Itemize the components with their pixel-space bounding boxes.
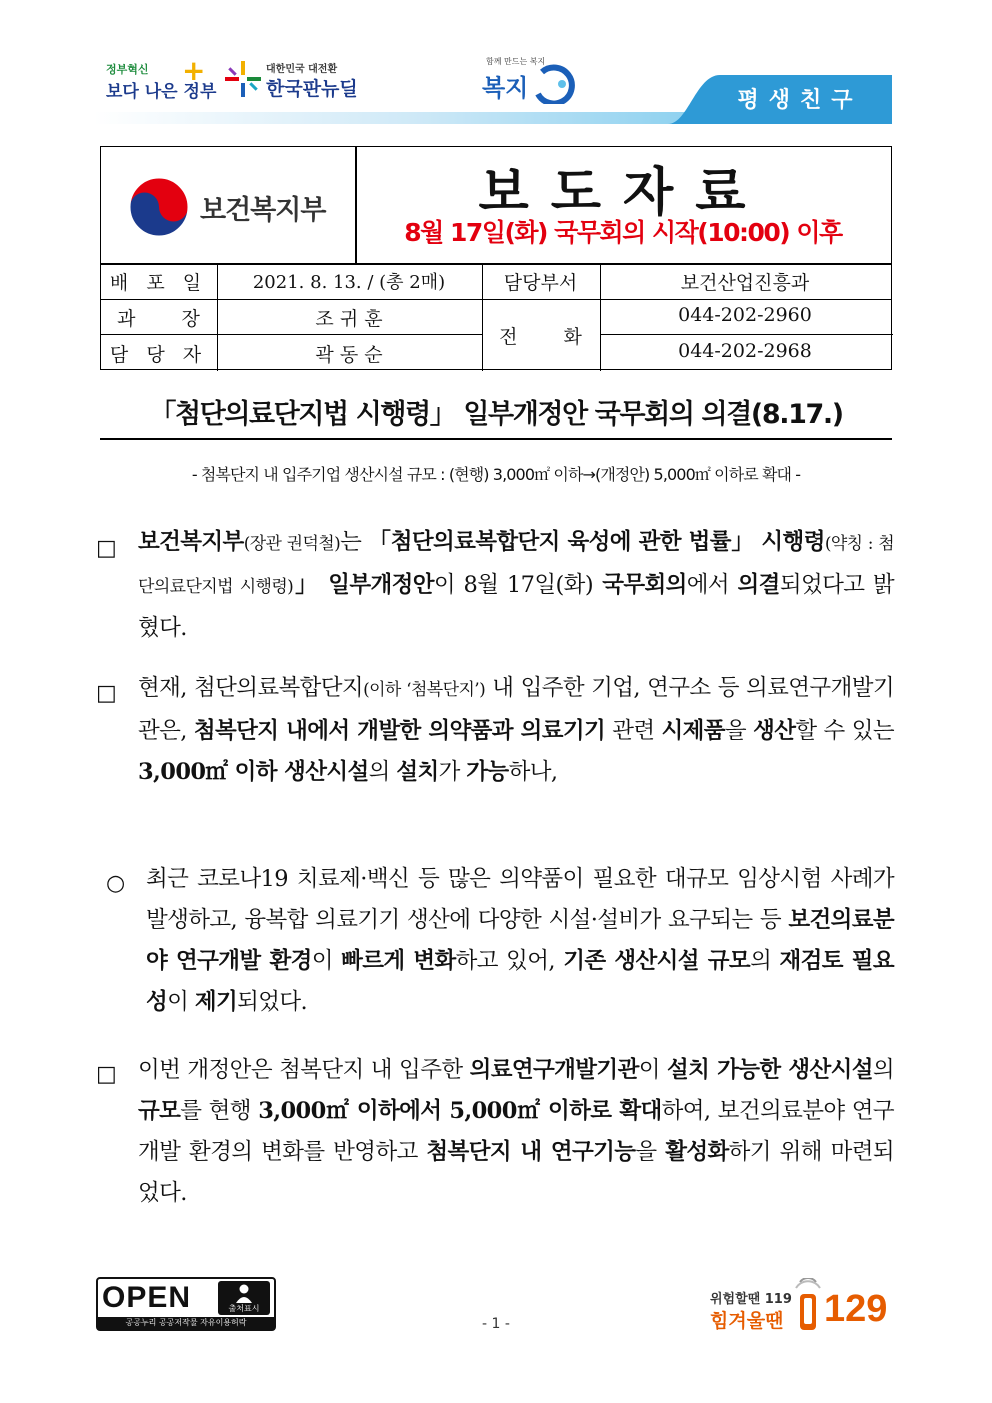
square-bullet-icon: □ — [96, 681, 117, 706]
p1-bold: 국무회의 — [593, 572, 687, 598]
p1-text: (장관 권덕철) — [243, 534, 341, 554]
p1-text: 이 8월 17일 — [433, 572, 556, 598]
p3-bold: 보건의료분야 연구개발 환경 — [146, 907, 894, 974]
govt-logo-text: 보다 나은 정부 — [106, 82, 217, 102]
ministry-name: 보건복지부 — [200, 195, 326, 226]
p3-bold: 제기 — [194, 989, 238, 1015]
p2-text: 의 — [368, 759, 397, 785]
p2-text: 관련 — [605, 718, 662, 744]
p1-bold: 보건복지부 — [138, 529, 244, 555]
p1-text: (화) — [555, 572, 593, 598]
paragraph-4 — [138, 1050, 894, 1214]
chief-name: 조 귀 훈 — [315, 308, 383, 330]
p2-text: 하나, — [508, 759, 558, 785]
department-label: 담당부서 — [503, 272, 578, 294]
square-bullet-icon: □ — [96, 536, 117, 561]
p1-text: 되었다고 밝혔다. — [138, 572, 895, 641]
p3-bold: 재검토 필요성 — [146, 948, 895, 1015]
hotline-number: 129 — [824, 1288, 888, 1330]
headline: 「첨단의료단지법 시행령」 일부개정안 국무회의 의결(8.17.) — [149, 399, 843, 430]
plus-icon: + — [182, 54, 206, 87]
p2-text: 내 입주한 기업, 연구소 등 의료연구개발기관은, — [138, 675, 894, 744]
staff-phone: 044-202-2968 — [678, 340, 812, 362]
staff-label: 담 당 자 — [109, 344, 208, 366]
p2-text: 할 수 있는 — [795, 718, 894, 744]
p4-bold: 규모 — [138, 1098, 181, 1124]
p4-bold: 설치 가능한 생산시설 — [667, 1057, 873, 1083]
p4-text: 하여, 보건의료분야 연구개발 환경의 변화를 반영하고 — [138, 1098, 895, 1165]
circle-bullet-icon: ○ — [106, 871, 126, 896]
p1-text: (약칭 : 첨단의료단지법 시행령) — [138, 534, 895, 597]
p2-text: (이하 ‘첨복단지’) — [363, 680, 486, 700]
staff-name: 곽 동 순 — [315, 344, 383, 366]
new-deal-text: 한국판뉴딜 — [266, 78, 358, 100]
p4-bold: 의료연구개발기관 — [469, 1057, 639, 1083]
p4-bold: 첨복단지 내 연구기능 — [426, 1139, 636, 1165]
p4-text: 이번 개정안은 첨복단지 내 입주한 — [138, 1057, 470, 1083]
open-license-text: OPEN — [102, 1281, 192, 1314]
page-number: - 1 - — [482, 1316, 510, 1332]
headline-underline — [100, 438, 892, 440]
chief-label: 과 장 — [117, 308, 200, 330]
p4-text: 의 — [872, 1057, 895, 1083]
p2-bold: 3,000㎡ 이하 생산시설 — [138, 759, 369, 785]
release-date-label: 배 포 일 — [109, 272, 208, 294]
p2-bold: 시제품 — [661, 718, 725, 744]
attribution-badge — [218, 1281, 270, 1315]
p4-bold: 활성화 — [665, 1139, 729, 1165]
p3-text: 의 — [750, 948, 780, 974]
p4-text: 이 — [638, 1057, 667, 1083]
square-bullet-icon: □ — [96, 1062, 117, 1087]
p1-text: 에서 — [686, 572, 738, 598]
p2-bold: 가능 — [466, 759, 509, 785]
p2-bold: 첨복단지 내에서 개발한 의약품과 의료기기 — [193, 718, 606, 744]
release-date-value: 2021. 8. 13. / (총 2매) — [252, 272, 446, 293]
hotline-small-text: 위험할땐 119 — [710, 1292, 792, 1307]
new-deal-star-icon — [224, 60, 262, 98]
bokji-text: 복지 — [482, 74, 529, 102]
kogl-open-license-badge — [96, 1277, 276, 1331]
p2-text: 을 — [724, 718, 754, 744]
phone-icon — [794, 1278, 822, 1332]
p3-text: 이 — [311, 948, 342, 974]
p2-text: 현재, 첨단의료복합단지 — [138, 675, 364, 701]
bokji-swoosh-icon — [532, 64, 578, 104]
sub-headline: - 첨복단지 내 입주기업 생산시설 규모 : (현행) 3,000㎡ 이하→(개정안) 5,000㎡ 이하로 확대 - — [191, 465, 801, 484]
hotline-big-text: 힘겨울땐 — [710, 1310, 784, 1332]
p3-text: 이 — [167, 989, 195, 1015]
p4-text: 하기 위해 마련되었다. — [138, 1139, 894, 1206]
govt-logo-small-text: 정부혁신 — [106, 63, 149, 76]
attribution-label: 출처표시 — [228, 1304, 260, 1313]
hotline-129-logo — [708, 1278, 900, 1336]
p3-text: 하고 있어, — [455, 948, 564, 974]
p3-text: 최근 코로나19 치료제·백신 등 많은 의약품이 필요한 대규모 임상시험 사례가 발생하고, 융복합 의료기기 생산에 다양한 시설·설비가 요구되는 등 — [146, 866, 894, 933]
p2-bold: 생산 — [753, 718, 796, 744]
p1-text: 는 — [340, 529, 369, 555]
p1-bold: 」 일부개정안 — [293, 572, 434, 598]
new-deal-small-text: 대한민국 대전환 — [266, 64, 338, 75]
bokji-small-text: 함께 만드는 복지 — [486, 57, 546, 66]
paragraph-1 — [138, 522, 894, 649]
p1-bold: 의결 — [737, 572, 780, 598]
person-icon — [234, 1283, 254, 1303]
chief-phone: 044-202-2960 — [678, 304, 812, 326]
department-value: 보건산업진흥과 — [680, 272, 810, 294]
p4-text: 를 현행 — [180, 1098, 259, 1124]
p1-bold: 「첨단의료복합단지 육성에 관한 법률」 시행령 — [368, 529, 825, 555]
p3-bold: 기존 생산시설 규모 — [563, 948, 751, 974]
paragraph-2 — [138, 668, 894, 793]
p2-bold: 설치 — [396, 759, 439, 785]
press-release-title: 보도자료 — [478, 162, 768, 223]
taegeuk-emblem-icon — [128, 176, 190, 238]
p3-bold: 빠르게 변화 — [341, 948, 456, 974]
paragraph-3 — [146, 859, 894, 1023]
govt-innovation-logo — [104, 54, 217, 109]
p4-bold: 3,000㎡ 이하에서 5,000㎡ 이하로 확대 — [258, 1098, 662, 1124]
bokji-logo — [478, 54, 582, 106]
korean-new-deal-logo — [224, 58, 374, 102]
p4-text: 을 — [635, 1139, 666, 1165]
open-license-caption: 공공누리 공공저작물 자유이용허락 — [98, 1317, 274, 1329]
p3-text: 되었다. — [237, 989, 308, 1015]
phone-label: 전 화 — [499, 326, 582, 348]
embargo-notice: 8월 17일(화) 국무회의 시작(10:00) 이후 — [404, 218, 842, 247]
p2-text: 가 — [438, 759, 467, 785]
lifelong-friend-label: 평생친구 — [737, 88, 863, 113]
